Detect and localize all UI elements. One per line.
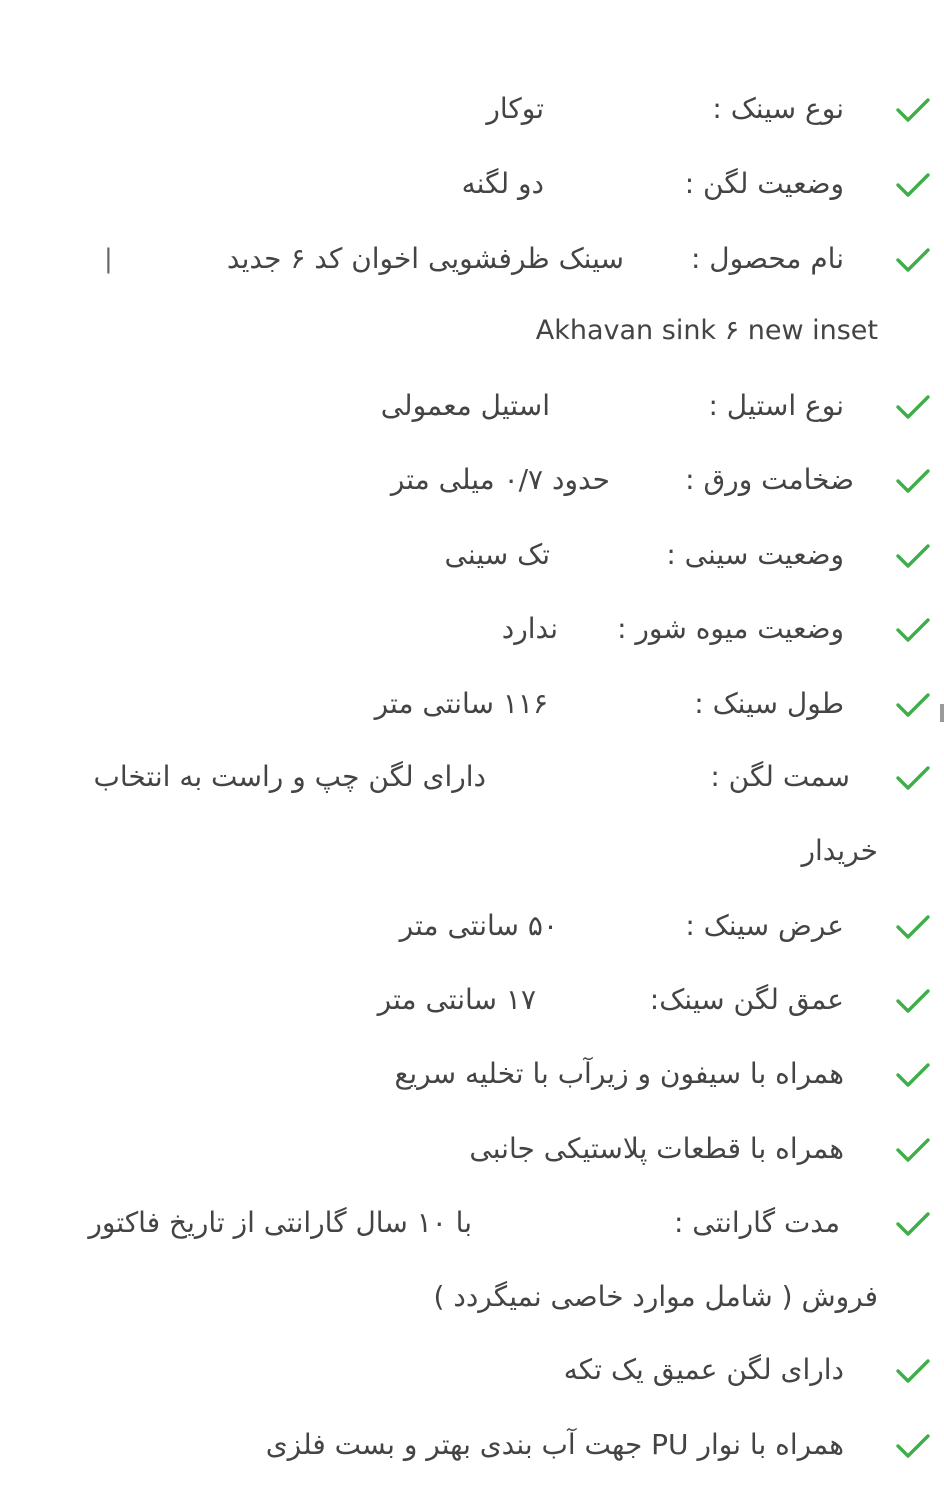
spec-label: عرض سینک : [685,909,844,942]
spec-row-siphon [0,1049,944,1099]
spec-row-plastic-parts [0,1124,944,1174]
spec-value: با ۱۰ سال گارانتی از تاریخ فاکتور [88,1206,472,1239]
spec-label: طول سینک : [694,687,844,720]
check-icon [893,610,933,650]
spec-label: نوع استیل : [708,389,844,422]
spec-row-sink-width [0,901,944,951]
check-icon [893,387,933,427]
spec-row-sink-length [0,679,944,729]
spec-label: نام محصول : [690,242,844,275]
spec-text: همراه با قطعات پلاستیکی جانبی [469,1132,844,1165]
spec-value: استیل معمولی [380,389,550,422]
check-icon [893,1130,933,1170]
check-icon [893,240,933,280]
check-icon [893,165,933,205]
spec-label: وضعیت سینی : [666,538,844,571]
spec-row-warranty [0,1198,944,1248]
spec-row-product-name-continued [0,306,944,356]
spec-label: وضعیت لگن : [684,167,844,200]
spec-label: وضعیت میوه شور : [617,612,844,645]
check-icon [893,685,933,725]
spec-value-continued: خریدار [801,834,878,867]
spec-value: ندارد [501,612,558,645]
check-icon [893,981,933,1021]
spec-value: توکار [486,92,544,125]
spec-row-tray-status [0,530,944,580]
spec-value: سینک ظرفشویی اخوان کد ۶ جدید [226,242,624,275]
spec-value: دو لگنه [461,167,544,200]
spec-label: سمت لگن : [710,760,850,793]
spec-row-sink-type [0,84,944,134]
spec-row-deep-basin [0,1345,944,1395]
spec-row-fruit-washer [0,604,944,654]
spec-row-steel-type [0,381,944,431]
spec-value: تک سینی [444,538,550,571]
check-icon [893,90,933,130]
spec-row-basin-status [0,159,944,209]
spec-value: ۱۱۶ سانتی متر [374,687,548,720]
spec-text: دارای لگن عمیق یک تکه [563,1353,844,1386]
spec-value: دارای لگن چپ و راست به انتخاب [93,760,486,793]
spec-row-pu-strip [0,1420,944,1470]
check-icon [893,907,933,947]
spec-value-continued: Akhavan sink ۶ new inset [535,315,878,346]
spec-label: عمق لگن سینک: [649,983,844,1016]
spec-row-basin-depth [0,975,944,1025]
scrollbar-thumb[interactable] [940,704,944,722]
check-icon [893,1055,933,1095]
spec-label: ضخامت ورق : [685,463,854,496]
spec-text: همراه با نوار PU جهت آب بندی بهتر و بست فلزی [265,1428,844,1461]
spec-label: نوع سینک : [712,92,844,125]
spec-value: حدود ۰/۷ میلی متر [390,463,610,496]
check-icon [893,1204,933,1244]
check-icon [893,1351,933,1391]
check-icon [893,536,933,576]
spec-label: مدت گارانتی : [673,1206,840,1239]
spec-row-warranty-continued [0,1272,944,1322]
check-icon [893,461,933,501]
check-icon [893,1426,933,1466]
spec-text: همراه با سیفون و زیرآب با تخلیه سریع [394,1057,844,1090]
spec-row-sheet-thickness [0,455,944,505]
spec-value: ۱۷ سانتی متر [377,983,536,1016]
check-icon [893,758,933,798]
spec-row-basin-side-continued [0,826,944,876]
spec-value-continued: فروش ( شامل موارد خاصی نمیگردد ) [433,1280,878,1313]
separator: | [104,244,113,274]
spec-row-product-name [0,234,944,284]
spec-row-basin-side [0,752,944,802]
spec-value: ۵۰ سانتی متر [399,909,558,942]
